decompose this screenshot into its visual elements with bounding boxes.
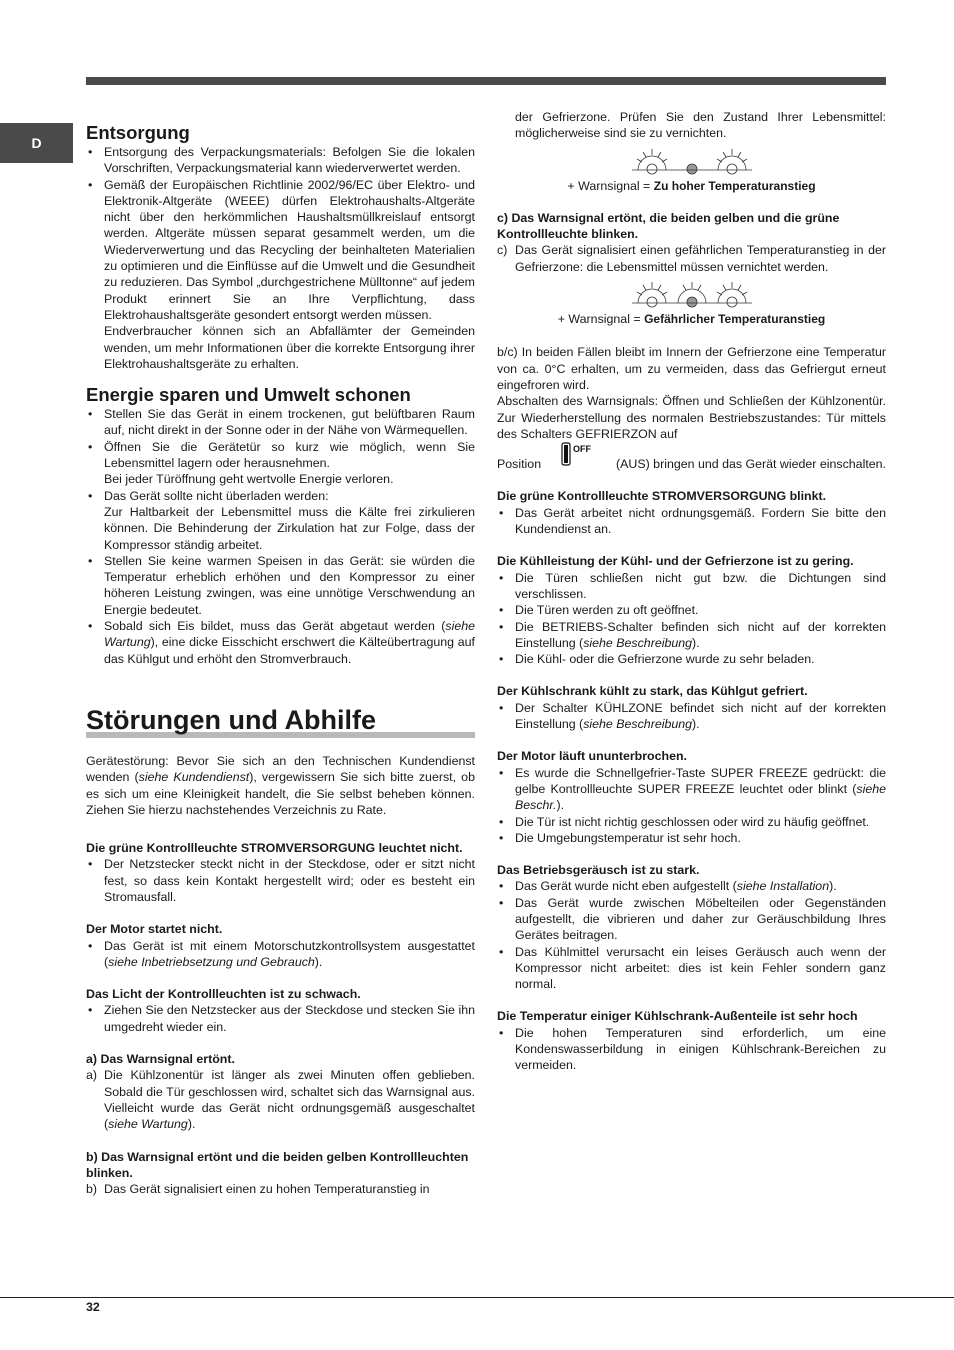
cross-reference: siehe Installation bbox=[736, 879, 830, 894]
warning-lights-icon bbox=[632, 146, 752, 176]
list-item: • Die hohen Temperaturen sind erforderlich, um eine Kondenswasserbildung in einigen Kühlschrank-Bereichen zu vermeiden. bbox=[497, 1025, 886, 1074]
caption-text: + Warnsignal = bbox=[567, 178, 654, 193]
text: Die Kühlzonentür ist länger als zwei Minuten offen geblieben. Sobald die Tür geschlossen wird, schaltet sich das Warnsignal aus. Vielleicht wurde das Gerät nicht ordnungsgemäß ausgeschaltet ( bbox=[104, 1068, 475, 1132]
cross-reference: siehe Wartung bbox=[108, 1117, 188, 1132]
text: Das Gerät signalisiert einen gefährlichen Temperaturanstieg in der Gefrierzone: die Lebensmittel müssen vernichtet werden. bbox=[515, 243, 886, 274]
list-item-continuation: der Gefrierzone. Prüfen Sie den Zustand Ihrer Lebensmittel: möglicherweise sind sie zu vernichten. bbox=[515, 110, 886, 141]
language-tab-label: D bbox=[31, 135, 42, 151]
text: ). bbox=[187, 1117, 196, 1132]
problem-heading: Die grüne Kontrollleuchte STROMVERSORGUNG leuchtet nicht. bbox=[86, 841, 463, 856]
text: ). bbox=[829, 879, 837, 894]
entsorgung-list bbox=[86, 144, 475, 372]
section-title-entsorgung: Entsorgung bbox=[86, 122, 190, 143]
problem-heading: b) Das Warnsignal ertönt und die beiden gelben Kontrollleuchten blinken. bbox=[86, 1149, 469, 1180]
list-item: • Das Gerät arbeitet nicht ordnungsgemäß. Fordern Sie bitte den Kundendienst an. bbox=[497, 505, 886, 538]
problem-list bbox=[86, 938, 475, 971]
list-item: • Ziehen Sie den Netzstecker aus der Steckdose und stecken Sie ihn umgedreht wieder ein. bbox=[86, 1002, 475, 1035]
problem-list bbox=[86, 856, 475, 905]
warning-caption bbox=[497, 178, 886, 194]
list-item: • Stellen Sie keine warmen Speisen in das Gerät: sie würden die Temperatur erheblich erhöhen und den Kompressor zu einer höheren Leistung zwingen, was eine unnötige Verschwendung an Energie bedeutet. bbox=[86, 553, 475, 618]
problem-list bbox=[86, 1067, 475, 1132]
position-line bbox=[497, 442, 886, 472]
text: Es wurde die Schnellgefrier-Taste SUPER FREEZE gedrückt: die gelbe Kontrollleuchte SUPER FREEZE leuchtet oder blinkt ( bbox=[515, 765, 886, 796]
problem-list bbox=[497, 570, 886, 668]
text: ), vergewissern Sie sich bitte zuerst, ob es sich um eine Kleinigkeit handelt, die Sie selbst beheben können. Ziehen Sie hierzu nachstehendes Verzeichnis zu Rate. bbox=[86, 770, 475, 817]
list-item bbox=[86, 1067, 475, 1132]
text: (AUS) bringen und das Gerät wieder einschalten. bbox=[616, 457, 886, 472]
text: Das Gerät ist mit einem Motorschutzkontrollsystem ausgestattet ( bbox=[104, 938, 475, 969]
off-label: OFF bbox=[572, 444, 591, 455]
text: ). bbox=[692, 635, 700, 650]
list-item: • Das Kühlmittel verursacht ein leises Geräusch auch wenn der Kompressor nicht arbeitet: dies ist kein Fehler sondern ganz normal. bbox=[497, 944, 886, 993]
paragraph: Abschalten des Warnsignals: Öffnen und Schließen der Kühlzonentür. Zur Wiederherstellung des normalen Bestriebszustandes: Tür mittels des Schalters GEFRIERZON auf bbox=[497, 394, 886, 441]
problem-heading: Der Motor läuft ununterbrochen. bbox=[497, 749, 687, 764]
list-item bbox=[497, 619, 886, 652]
problem-heading: Die grüne Kontrollleuchte STROMVERSORGUNG blinkt. bbox=[497, 489, 827, 504]
problem-heading: Das Licht der Kontrollleuchten ist zu schwach. bbox=[86, 987, 361, 1002]
text: ). bbox=[692, 717, 700, 732]
list-item bbox=[86, 439, 475, 488]
problem-heading: Die Kühlleistung der Kühl- und der Gefrierzone ist zu gering. bbox=[497, 554, 854, 569]
text: Der Schalter KÜHLZONE befindet sich nicht auf der korrekten Einstellung ( bbox=[515, 700, 886, 732]
problem-list bbox=[497, 700, 886, 733]
list-item bbox=[86, 488, 475, 553]
list-marker: c) bbox=[497, 243, 508, 258]
caption-meaning: Gefährlicher Temperaturanstieg bbox=[644, 312, 826, 327]
switch-off-icon bbox=[560, 442, 598, 472]
problem-heading: Die Temperatur einiger Kühlschrank-Außenteile ist sehr hoch bbox=[497, 1009, 858, 1024]
list-item: • Entsorgung des Verpackungsmaterials: Befolgen Sie die lokalen Vorschriften, Verpackungsmaterial kann wiederverwertet werden. bbox=[86, 144, 475, 177]
warning-caption bbox=[497, 311, 886, 327]
list-item: • Die Umgebungstemperatur ist sehr hoch. bbox=[497, 830, 886, 846]
cross-reference: siehe Beschreibung bbox=[583, 717, 693, 732]
list-item-note: Zur Haltbarkeit der Lebensmittel muss die Kälte frei zirkulieren können. Die Behinderung der Zirkulation hat zur Folge, dass der Kompressor ständig arbeitet. bbox=[104, 504, 475, 552]
problem-heading: a) Das Warnsignal ertönt. bbox=[86, 1052, 235, 1067]
list-item-note: Endverbraucher können sich an Abfallämter der Gemeinden wenden, um mehr Informationen über die korrekte Entsorgung ihrer Elektrohaushaltsgeräte zu erhalten. bbox=[104, 324, 475, 371]
problem-heading: Der Kühlschrank kühlt zu stark, das Kühlgut gefriert. bbox=[497, 684, 808, 699]
text: Gerätestörung: Bevor Sie sich an den Technischen Kundendienst wenden ( bbox=[86, 753, 475, 785]
list-item: • Das Gerät wurde zwischen Möbelteilen oder Gegenständen aufgestellt, die vibrieren und daher zur Geräuschbildung Ihres Gerätes beitragen. bbox=[497, 895, 886, 944]
section-title-energie: Energie sparen und Umwelt schonen bbox=[86, 384, 411, 406]
problem-heading: Der Motor startet nicht. bbox=[86, 922, 223, 937]
cross-reference: siehe Beschr. bbox=[515, 781, 886, 813]
problem-list bbox=[86, 1002, 475, 1035]
list-marker: a) bbox=[86, 1068, 98, 1083]
problem-heading: c) Das Warnsignal ertönt, die beiden gelben und die grüne Kontrollleuchte blinken. bbox=[497, 210, 840, 242]
list-item bbox=[497, 242, 886, 275]
list-item: b) Das Gerät signalisiert einen zu hohen Temperaturanstieg in bbox=[86, 1182, 430, 1197]
intro-paragraph bbox=[86, 753, 475, 818]
left-column bbox=[86, 123, 475, 1197]
list-item: • Die Türen schließen nicht gut bzw. die Dichtungen sind verschlissen. bbox=[497, 570, 886, 603]
cross-reference: siehe Kundendienst bbox=[138, 770, 250, 785]
top-rule bbox=[86, 77, 886, 85]
text: ). bbox=[314, 954, 323, 969]
text: ), eine dicke Eisschicht erschwert die Kälteübertragung auf das Kühlgut und erhöht den Stromverbrauch. bbox=[104, 635, 475, 666]
list-marker: b) bbox=[86, 1182, 98, 1197]
energie-list bbox=[86, 406, 475, 667]
text: Position bbox=[497, 457, 542, 472]
problem-list bbox=[497, 505, 886, 538]
list-item bbox=[86, 177, 475, 373]
list-item bbox=[86, 938, 475, 971]
list-item-text: Öffnen Sie die Gerätetür so kurz wie möglich, wenn Sie Lebensmittel lagern oder herausnehmen. bbox=[104, 439, 475, 471]
problem-list bbox=[497, 242, 886, 275]
caption-text: + Warnsignal = bbox=[557, 312, 645, 327]
footer-rule bbox=[0, 1297, 954, 1298]
cross-reference: siehe Inbetriebsetzung und Gebrauch bbox=[108, 954, 315, 969]
text: Die BETRIEBS-Schalter befinden sich nicht auf der korrekten Einstellung ( bbox=[515, 619, 886, 650]
list-item bbox=[497, 878, 886, 894]
language-tab bbox=[0, 123, 73, 163]
page-number: 32 bbox=[86, 1300, 100, 1314]
list-item: • Die Türen werden zu oft geöffnet. bbox=[497, 602, 886, 618]
list-item: • Die Kühl- oder die Gefrierzone wurde zu sehr beladen. bbox=[497, 651, 886, 667]
list-item-text: Gemäß der Europäischen Richtlinie 2002/96/EC über Elektro- und Elektronik-Altgeräte (WEEE) dürfen Elektrohaushalts-Altgeräte nicht über den herkömmlichen Haushaltsmüllkreislauf entsorgt werden. Altgeräte müssen separat gesammelt werden, um die Wiederverwertung und das Recycling der beinhalteten Materialien zu optimieren und die Einflüsse auf die Umwelt und die Gesundheit zu reduzieren. Das Symbol „durchgestrichene Mülltonne“ auf jedem Produkt erinnert Sie an Ihre Verpflichtung, dass Elektrohaushaltsgeräte gesondert entsorgt werden müssen. bbox=[104, 177, 475, 322]
list-item: • Der Netzstecker steckt nicht in der Steckdose, oder er sitzt nicht fest, so dass kein Kontakt hergestellt wird; oder es besteht ein Stromausfall. bbox=[86, 856, 475, 905]
text: Sobald sich Eis bildet, muss das Gerät abgetaut werden ( bbox=[104, 619, 446, 634]
problem-list bbox=[497, 878, 886, 992]
warning-lights-icon bbox=[632, 279, 752, 309]
list-item bbox=[86, 618, 475, 667]
text: Das Gerät wurde nicht eben aufgestellt ( bbox=[515, 879, 737, 894]
caption-meaning: Zu hoher Temperaturanstieg bbox=[653, 178, 816, 193]
cross-reference: siehe Beschreibung bbox=[583, 635, 693, 650]
text: ). bbox=[556, 798, 565, 813]
paragraph: b/c) In beiden Fällen bleibt im Innern der Gefrierzone eine Temperatur von ca. 0°C erhalten, um zu vermeiden, dass das Gefriergut erneut eingefroren wird. bbox=[497, 345, 886, 392]
list-item-note: Bei jeder Türöffnung geht wertvolle Energie verloren. bbox=[104, 472, 394, 487]
list-item: • Die Tür ist nicht richtig geschlossen oder wird zu häufig geöffnet. bbox=[497, 814, 886, 830]
list-item bbox=[497, 700, 886, 733]
problem-list bbox=[497, 765, 886, 846]
page-title: Störungen und Abhilfe bbox=[86, 704, 376, 735]
list-item: • Stellen Sie das Gerät in einem trockenen, gut belüftbaren Raum auf, nicht direkt in der Sonne oder in der Nähe von Wärmequellen. bbox=[86, 406, 475, 439]
list-item-text: Das Gerät sollte nicht überladen werden: bbox=[104, 488, 329, 503]
cross-reference: siehe Wartung bbox=[104, 619, 475, 650]
problem-list bbox=[497, 1025, 886, 1074]
problem-heading: Das Betriebsgeräusch ist zu stark. bbox=[497, 863, 700, 878]
list-item bbox=[497, 765, 886, 814]
right-column bbox=[497, 109, 886, 1074]
